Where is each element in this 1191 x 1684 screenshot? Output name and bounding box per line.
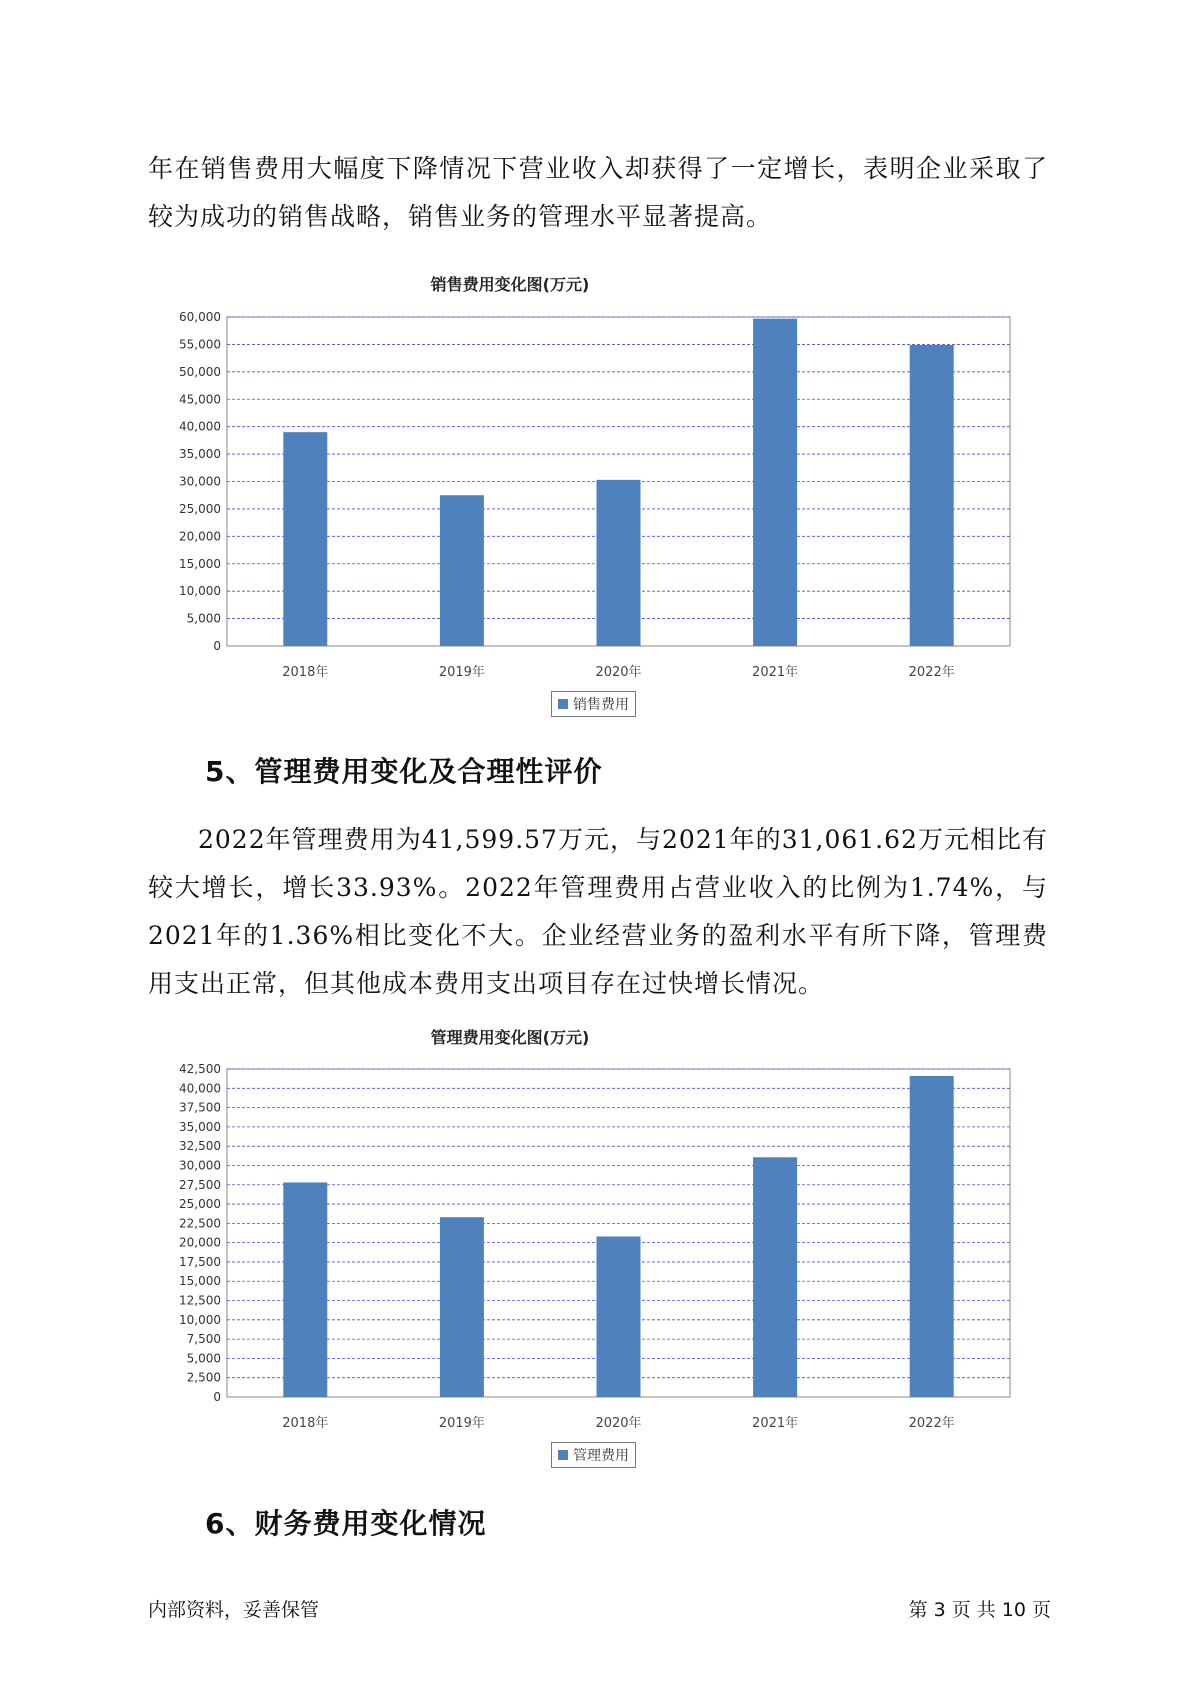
- y-tick-label: 10,000: [179, 1312, 221, 1327]
- x-tick-label: 2020年: [595, 1416, 642, 1431]
- y-tick-label: 40,000: [179, 1081, 221, 1096]
- admin-expense-paragraph: 2022年管理费用为41,599.57万元，与2021年的31,061.62万元相比有较大增长，增长33.93%。2022年管理费用占营业收入的比例为1.74%，与2021年的1.36%相比变化不大。企业经营业务的盈利水平有所下降，管理费用支出正常，但其他成本费用支出项目存在过快增长情况。: [148, 825, 1048, 998]
- x-tick-label: 2022年: [908, 1416, 955, 1431]
- bar: [440, 1217, 484, 1397]
- chart-2-title: 管理费用变化图(万元): [430, 1028, 590, 1047]
- bar: [910, 1076, 954, 1397]
- y-tick-label: 25,000: [179, 1197, 221, 1212]
- bar: [597, 1236, 641, 1397]
- x-tick-label: 2018年: [282, 1416, 329, 1431]
- y-tick-label: 45,000: [179, 392, 221, 407]
- footer-confidential: 内部资料，妥善保管: [148, 1599, 320, 1621]
- y-tick-label: 27,500: [179, 1177, 221, 1192]
- chart-2-legend: [551, 1442, 636, 1468]
- x-tick-label: 2020年: [595, 665, 642, 680]
- y-tick-label: 42,500: [179, 1062, 221, 1076]
- y-tick-label: 20,000: [179, 529, 221, 544]
- bar: [283, 1182, 327, 1397]
- y-tick-label: 32,500: [179, 1139, 221, 1154]
- y-tick-label: 12,500: [179, 1293, 221, 1308]
- chart-2-legend-label: 管理费用: [573, 1448, 629, 1464]
- y-tick-label: 30,000: [179, 474, 221, 489]
- y-tick-label: 50,000: [179, 364, 221, 379]
- x-tick-label: 2018年: [282, 665, 329, 680]
- chart-1-legend-label: 销售费用: [573, 697, 629, 713]
- chart-1-title: 销售费用变化图(万元): [430, 275, 590, 294]
- y-tick-label: 0: [213, 1390, 221, 1404]
- y-tick-label: 0: [213, 639, 221, 653]
- y-tick-label: 20,000: [179, 1235, 221, 1250]
- legend-swatch: [558, 1450, 568, 1460]
- bar: [753, 1157, 797, 1397]
- y-tick-label: 5,000: [186, 611, 221, 626]
- y-tick-label: 35,000: [179, 447, 221, 462]
- y-tick-label: 2,500: [186, 1370, 221, 1385]
- y-tick-label: 25,000: [179, 501, 221, 516]
- y-tick-label: 15,000: [179, 556, 221, 571]
- y-tick-label: 17,500: [179, 1254, 221, 1269]
- x-tick-label: 2019年: [438, 665, 485, 680]
- y-tick-label: 55,000: [179, 337, 221, 352]
- x-tick-label: 2021年: [752, 665, 799, 680]
- y-tick-label: 30,000: [179, 1158, 221, 1173]
- y-tick-label: 5,000: [186, 1351, 221, 1366]
- section-5-heading: 5、管理费用变化及合理性评价: [205, 755, 603, 788]
- footer-page-number: 第 3 页 共 10 页: [908, 1599, 1051, 1621]
- y-tick-label: 15,000: [179, 1274, 221, 1289]
- y-tick-label: 40,000: [179, 419, 221, 434]
- x-tick-label: 2021年: [752, 1416, 799, 1431]
- section-6-heading: 6、财务费用变化情况: [205, 1507, 487, 1540]
- x-tick-label: 2019年: [438, 1416, 485, 1431]
- y-tick-label: 35,000: [179, 1119, 221, 1134]
- x-tick-label: 2022年: [908, 665, 955, 680]
- intro-paragraph: 年在销售费用大幅度下降情况下营业收入却获得了一定增长，表明企业采取了较为成功的销售战略，销售业务的管理水平显著提高。: [148, 154, 1048, 231]
- y-tick-label: 60,000: [179, 310, 221, 324]
- y-tick-label: 22,500: [179, 1216, 221, 1231]
- y-tick-label: 7,500: [186, 1332, 221, 1347]
- y-tick-label: 10,000: [179, 584, 221, 599]
- y-tick-label: 37,500: [179, 1100, 221, 1115]
